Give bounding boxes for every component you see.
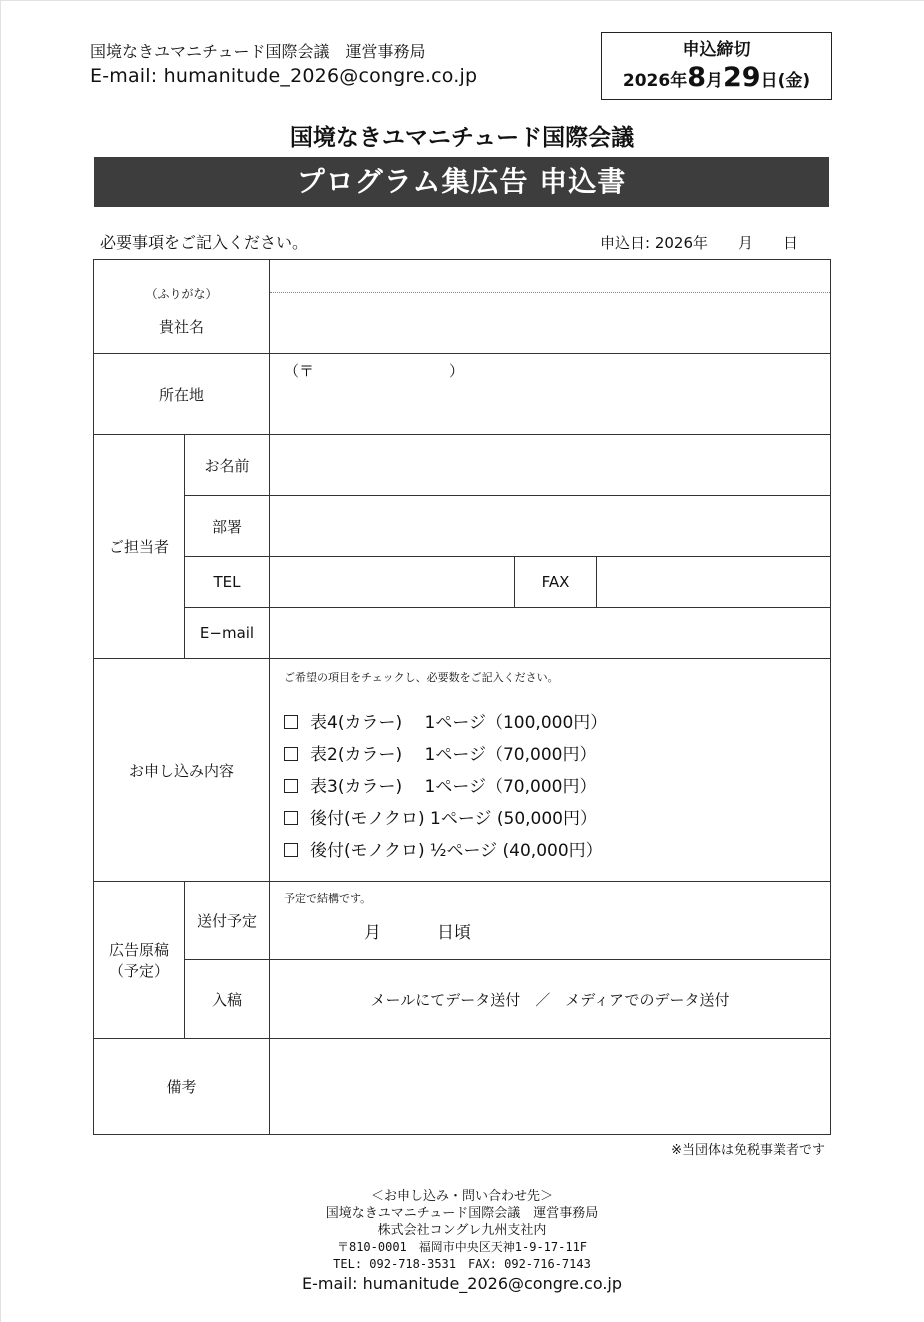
company-row — [94, 260, 831, 354]
application-hint: ご希望の項目をチェックし、必要数をご記入ください。 — [284, 671, 559, 684]
conference-title: 国境なきユマニチュード国際会議 — [289, 125, 635, 151]
deadline-month-suffix: 月 — [706, 71, 723, 91]
footer-company: 株式会社コングレ九州支社内 — [377, 1223, 547, 1238]
checkbox-icon[interactable] — [284, 843, 298, 857]
option-label: 後付(モノクロ) 1ページ (50,000円） — [310, 809, 597, 829]
checkbox-icon[interactable] — [284, 715, 298, 729]
deadline-day: 29 — [723, 62, 761, 93]
send-schedule-row — [94, 882, 831, 960]
deadline-box — [601, 32, 832, 100]
application-date: 申込日: 2026年 月 日 — [600, 234, 798, 252]
deadline-title: 申込締切 — [682, 40, 751, 60]
manuscript-group-label — [94, 882, 185, 1039]
footer-address: 〒810-0001 福岡市中央区天神1-9-17-11F — [336, 1240, 588, 1254]
checkbox-icon[interactable] — [284, 779, 298, 793]
submission-methods[interactable]: メールにてデータ送付 ／ メディアでのデータ送付 — [270, 960, 831, 1039]
application-form-table — [93, 259, 831, 1135]
contact-name-label: お名前 — [185, 435, 270, 496]
address-label: 所在地 — [94, 354, 270, 435]
contact-name-field[interactable] — [270, 435, 831, 496]
address-row — [94, 354, 831, 435]
email-row — [94, 608, 831, 659]
company-label: 貴社名 — [159, 317, 205, 336]
postal-code-hint: （〒 ） — [284, 362, 465, 380]
footer-tel-fax: TEL: 092-718-3531 FAX: 092-716-7143 — [333, 1257, 591, 1271]
submission-row — [94, 960, 831, 1039]
send-schedule-label: 送付予定 — [185, 882, 270, 960]
option-label: 表3(カラー) 1ページ（70,000円） — [310, 777, 597, 797]
remarks-field[interactable] — [270, 1039, 831, 1135]
option-label: 後付(モノクロ) ½ページ (40,000円） — [310, 841, 603, 861]
option-item — [284, 803, 816, 835]
application-options-cell — [270, 659, 831, 882]
header-email: E-mail: humanitude_2026@congre.co.jp — [90, 65, 478, 87]
send-schedule-hint: 予定で結構です。 — [284, 892, 372, 905]
header-org-office: 国境なきユマニチュード国際会議 運営事務局 — [90, 42, 426, 61]
footer-contact — [0, 1188, 924, 1295]
company-input-cell — [270, 260, 831, 354]
tel-fax-row — [94, 557, 831, 608]
option-label: 表2(カラー) 1ページ（70,000円） — [310, 745, 597, 765]
option-list — [284, 707, 816, 867]
checkbox-icon[interactable] — [284, 747, 298, 761]
option-label: 表4(カラー) 1ページ（100,000円） — [310, 713, 608, 733]
fax-label: FAX — [515, 557, 597, 608]
send-date — [364, 918, 816, 943]
tel-field[interactable] — [270, 557, 515, 608]
deadline-day-suffix: 日(金) — [760, 71, 811, 91]
department-field[interactable] — [270, 496, 831, 557]
deadline-date — [602, 63, 831, 96]
deadline-month: 8 — [687, 62, 706, 93]
tax-note: ※当団体は免税事業者です — [671, 1143, 825, 1158]
option-item — [284, 771, 816, 803]
remarks-row — [94, 1039, 831, 1135]
remarks-label: 備考 — [94, 1039, 270, 1135]
company-name-field[interactable] — [270, 293, 830, 353]
send-schedule-field[interactable] — [270, 882, 831, 960]
form-name-banner: プログラム集広告 申込書 — [94, 157, 829, 207]
application-row — [94, 659, 831, 882]
send-day-label: 日頃 — [437, 923, 472, 943]
tel-label: TEL — [185, 557, 270, 608]
instruction-text: 必要事項をご記入ください。 — [100, 233, 309, 252]
option-item — [284, 739, 816, 771]
footer-org: 国境なきユマニチュード国際会議 運営事務局 — [325, 1206, 599, 1221]
email-label: E−mail — [185, 608, 270, 659]
furigana-label: （ふりがな） — [145, 286, 218, 301]
contact-group-label: ご担当者 — [94, 435, 185, 659]
manuscript-label: 広告原稿 — [108, 941, 169, 959]
company-furigana-field[interactable] — [270, 260, 830, 293]
manuscript-label-note: （予定） — [108, 962, 169, 980]
option-item — [284, 707, 816, 739]
deadline-year: 2026年 — [622, 71, 688, 91]
option-item — [284, 835, 816, 867]
email-field[interactable] — [270, 608, 831, 659]
company-label-cell — [94, 260, 270, 354]
department-label: 部署 — [185, 496, 270, 557]
department-row — [94, 496, 831, 557]
send-month-label: 月 — [364, 923, 382, 943]
footer-heading: ＜お申し込み・問い合わせ先＞ — [370, 1189, 553, 1204]
fax-field[interactable] — [597, 557, 831, 608]
application-label: お申し込み内容 — [94, 659, 270, 882]
address-field[interactable] — [270, 354, 831, 435]
submission-label: 入稿 — [185, 960, 270, 1039]
checkbox-icon[interactable] — [284, 811, 298, 825]
contact-name-row — [94, 435, 831, 496]
footer-email[interactable]: E-mail: humanitude_2026@congre.co.jp — [301, 1274, 623, 1293]
